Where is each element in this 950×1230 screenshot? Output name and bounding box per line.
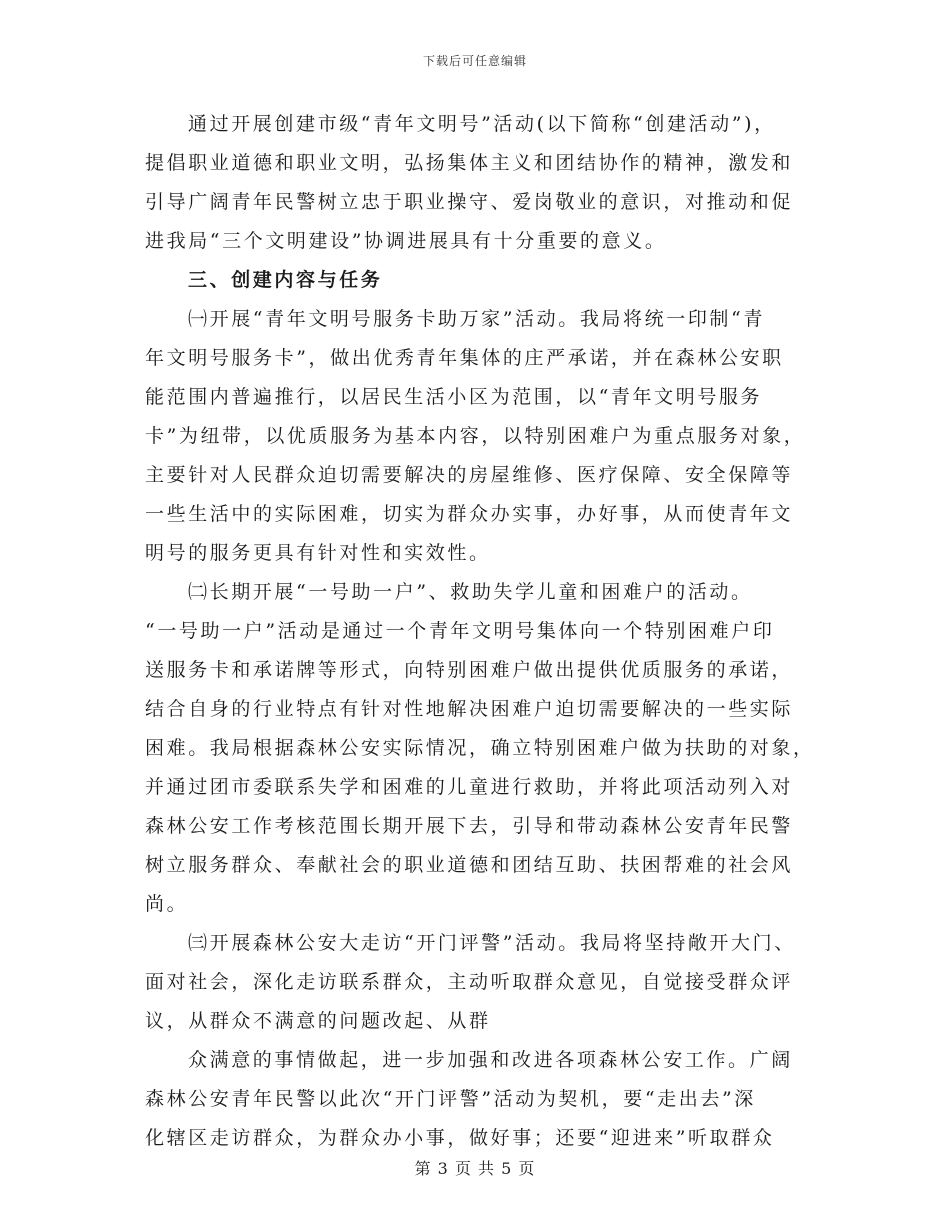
body-line: 结合自身的行业特点有针对性地解决困难户迫切需要解决的一些实际 — [145, 698, 794, 720]
body-line: 众满意的事情做起，进一步加强和改进各项森林公安工作。广阔 — [188, 1049, 793, 1071]
body-line: 并通过团市委联系失学和困难的儿童进行救助，并将此项活动列入对 — [145, 776, 794, 798]
body-line: 引导广阔青年民警树立忠于职业操守、爱岗敬业的意识，对推动和促 — [145, 191, 794, 213]
body-line: 明号的服务更具有针对性和实效性。 — [145, 542, 491, 564]
body-line: 一些生活中的实际困难，切实为群众办实事，办好事，从而使青年文 — [145, 503, 794, 525]
body-line: 年文明号服务卡”，做出优秀青年集体的庄严承诺，并在森林公安职 — [145, 347, 784, 369]
body-line: 议，从群众不满意的问题改起、从群 — [145, 1010, 491, 1032]
body-line: 能范围内普遍推行，以居民生活小区为范围，以“青年文明号服务 — [145, 386, 763, 408]
body-line: 化辖区走访群众，为群众办小事，做好事；还要“迎进来”听取群众 — [145, 1127, 775, 1149]
body-line: 森林公安青年民警以此次“开门评警”活动为契机，要“走出去”深 — [145, 1088, 756, 1110]
body-line: 送服务卡和承诺牌等形式，向特别困难户做出提供优质服务的承诺， — [145, 659, 794, 681]
body-line: ㈡长期开展“一号助一户”、救助失学儿童和困难户的活动。 — [188, 581, 753, 603]
body-line: 提倡职业道德和职业文明，弘扬集体主义和团结协作的精神，激发和 — [145, 152, 794, 174]
body-line: 通过开展创建市级“青年文明号”活动(以下简称“创建活动”)， — [188, 113, 776, 135]
body-line: 卡”为纽带，以优质服务为基本内容，以特别困难户为重点服务对象， — [145, 425, 806, 447]
body-line: “一号助一户”活动是通过一个青年文明号集体向一个特别困难户印 — [145, 620, 775, 642]
body-line: ㈢开展森林公安大走访“开门评警”活动。我局将坚持敞开大门、 — [188, 932, 796, 954]
body-line: 进我局“三个文明建设”协调进展具有十分重要的意义。 — [145, 230, 667, 252]
body-line: 面对社会，深化走访联系群众，主动听取群众意见，自觉接受群众评 — [145, 971, 794, 993]
body-line: 森林公安工作考核范围长期开展下去，引导和带动森林公安青年民警 — [145, 815, 794, 837]
body-line: 尚。 — [145, 893, 189, 915]
page-header: 下载后可任意编辑 — [422, 54, 527, 68]
body-line: 主要针对人民群众迫切需要解决的房屋维修、医疗保障、安全保障等 — [145, 464, 794, 486]
page-footer: 第 3 页 共 5 页 — [414, 1159, 536, 1178]
body-line: ㈠开展“青年文明号服务卡助万家”活动。我局将统一印制“青 — [188, 308, 765, 330]
body-line: 树立服务群众、奉献社会的职业道德和团结互助、扶困帮难的社会风 — [145, 854, 794, 876]
section-heading: 三、创建内容与任务 — [188, 269, 383, 291]
body-line: 困难。我局根据森林公安实际情况，确立特别困难户做为扶助的对象， — [145, 737, 815, 759]
